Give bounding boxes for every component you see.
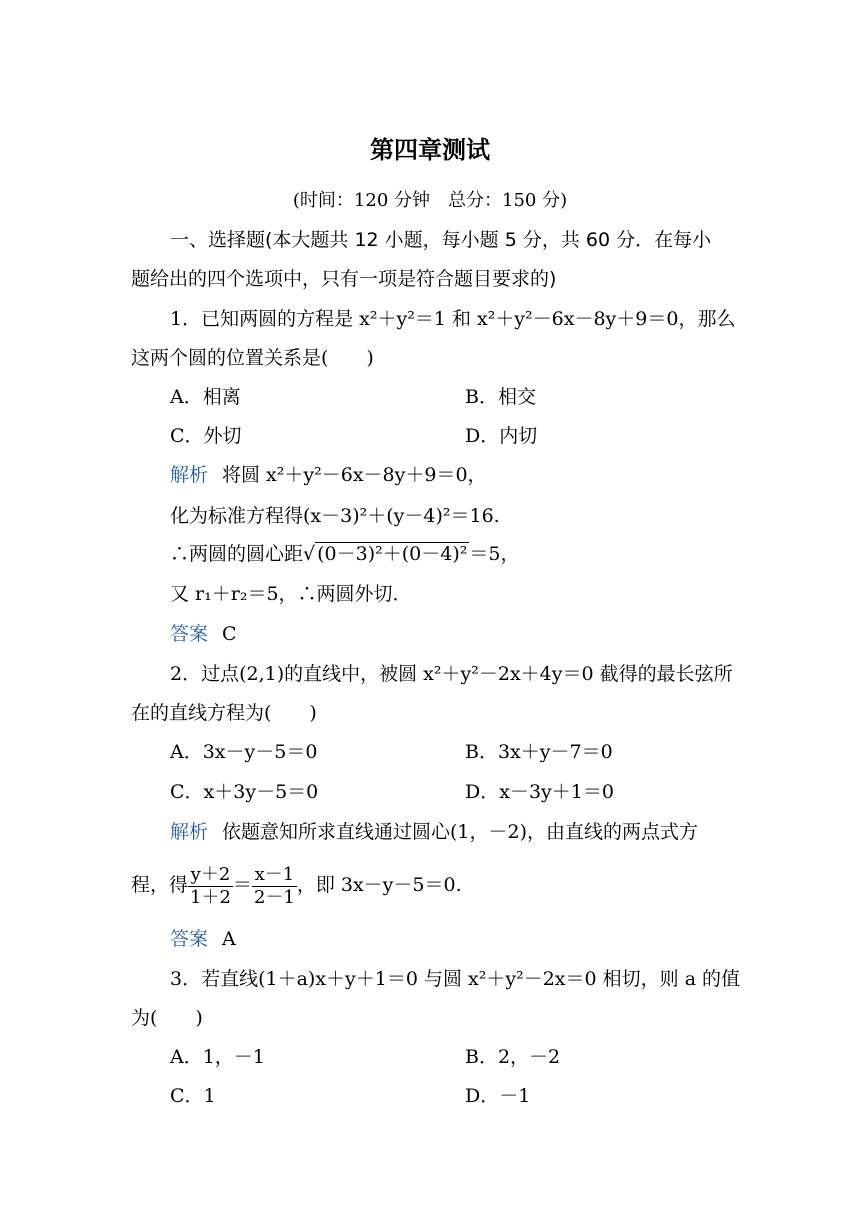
q2-answer: A bbox=[222, 928, 236, 950]
section-heading-line1: 一、选择题(本大题共 12 小题，每小题 5 分，共 60 分．在每小 bbox=[170, 229, 712, 251]
q2-analysis-text2-pre: 程，得 bbox=[131, 874, 189, 896]
q3-option-a: A．1，－1 bbox=[170, 1046, 265, 1068]
q2-option-a: A．3x－y－5＝0 bbox=[170, 741, 318, 763]
fraction-2-numerator: x－1 bbox=[252, 864, 297, 887]
q1-answer-line bbox=[170, 620, 730, 648]
sqrt-sign: √ bbox=[303, 543, 316, 565]
q1-answer: C bbox=[222, 623, 237, 645]
q1-radicand: (0－3)²＋(0－4)² bbox=[317, 543, 468, 565]
q1-analysis-text3-pre: ∴两圆的圆心距 bbox=[170, 543, 304, 565]
q3-stem-line1: 3．若直线(1＋a)x＋y＋1＝0 与圆 x²＋y²－2x＝0 相切，则 a 的值 bbox=[170, 968, 741, 990]
q1-analysis-line2: 化为标准方程得(x－3)²＋(y－4)²＝16. bbox=[170, 505, 500, 527]
q2-stem-line2: 在的直线方程为( ) bbox=[131, 702, 317, 724]
q2-analysis-text1: 依题意知所求直线通过圆心(1，－2)，由直线的两点式方 bbox=[222, 821, 699, 843]
q1-option-c: C．外切 bbox=[170, 425, 242, 447]
q3-option-c: C．1 bbox=[170, 1085, 216, 1107]
q1-option-b: B．相交 bbox=[465, 386, 536, 408]
fraction-1-denominator: 1＋2 bbox=[190, 886, 231, 908]
fraction-2-denominator: 2－1 bbox=[253, 886, 295, 908]
q1-analysis-text3-post: ＝5， bbox=[469, 543, 520, 565]
fraction-1 bbox=[188, 864, 233, 909]
fraction-2 bbox=[252, 864, 297, 909]
analysis-label: 解析 bbox=[170, 464, 209, 486]
exam-info: (时间：120 分钟 总分：150 分) bbox=[292, 190, 568, 211]
page-title: 第四章测试 bbox=[370, 136, 490, 164]
section-heading-line2: 题给出的四个选项中，只有一项是符合题目要求的) bbox=[131, 268, 557, 290]
equals-sign: ＝ bbox=[232, 874, 252, 896]
q1-stem-line2: 这两个圆的位置关系是( ) bbox=[131, 347, 374, 369]
q3-option-b: B．2，－2 bbox=[465, 1046, 561, 1068]
q3-stem-line2: 为( ) bbox=[131, 1007, 203, 1029]
q2-option-b: B．3x＋y－7＝0 bbox=[465, 741, 613, 763]
analysis-label: 解析 bbox=[170, 821, 209, 843]
answer-label: 答案 bbox=[170, 623, 209, 645]
answer-label: 答案 bbox=[170, 928, 209, 950]
fraction-1-numerator: y＋2 bbox=[188, 864, 233, 887]
q2-option-d: D．x－3y＋1＝0 bbox=[465, 781, 614, 803]
q2-analysis-line2 bbox=[131, 860, 731, 910]
q2-stem-line1: 2．过点(2,1)的直线中，被圆 x²＋y²－2x＋4y＝0 截得的最长弦所 bbox=[170, 663, 733, 685]
q1-analysis-line4: 又 r₁＋r₂＝5，∴两圆外切． bbox=[170, 583, 412, 605]
q2-analysis-text2-post: ，即 3x－y－5＝0. bbox=[296, 874, 462, 896]
q2-option-c: C．x＋3y－5＝0 bbox=[170, 781, 319, 803]
q1-option-a: A．相离 bbox=[170, 386, 241, 408]
q1-stem-line1: 1．已知两圆的方程是 x²＋y²＝1 和 x²＋y²－6x－8y＋9＝0，那么 bbox=[170, 308, 736, 330]
q2-analysis-line1 bbox=[170, 818, 730, 846]
q2-answer-line bbox=[170, 925, 730, 953]
q1-analysis-text1: 将圆 x²＋y²－6x－8y＋9＝0， bbox=[222, 464, 487, 486]
q1-analysis-line3 bbox=[170, 540, 730, 568]
q3-option-d: D．－1 bbox=[465, 1085, 531, 1107]
q1-option-d: D．内切 bbox=[465, 425, 538, 447]
q1-analysis-line1 bbox=[170, 461, 730, 489]
